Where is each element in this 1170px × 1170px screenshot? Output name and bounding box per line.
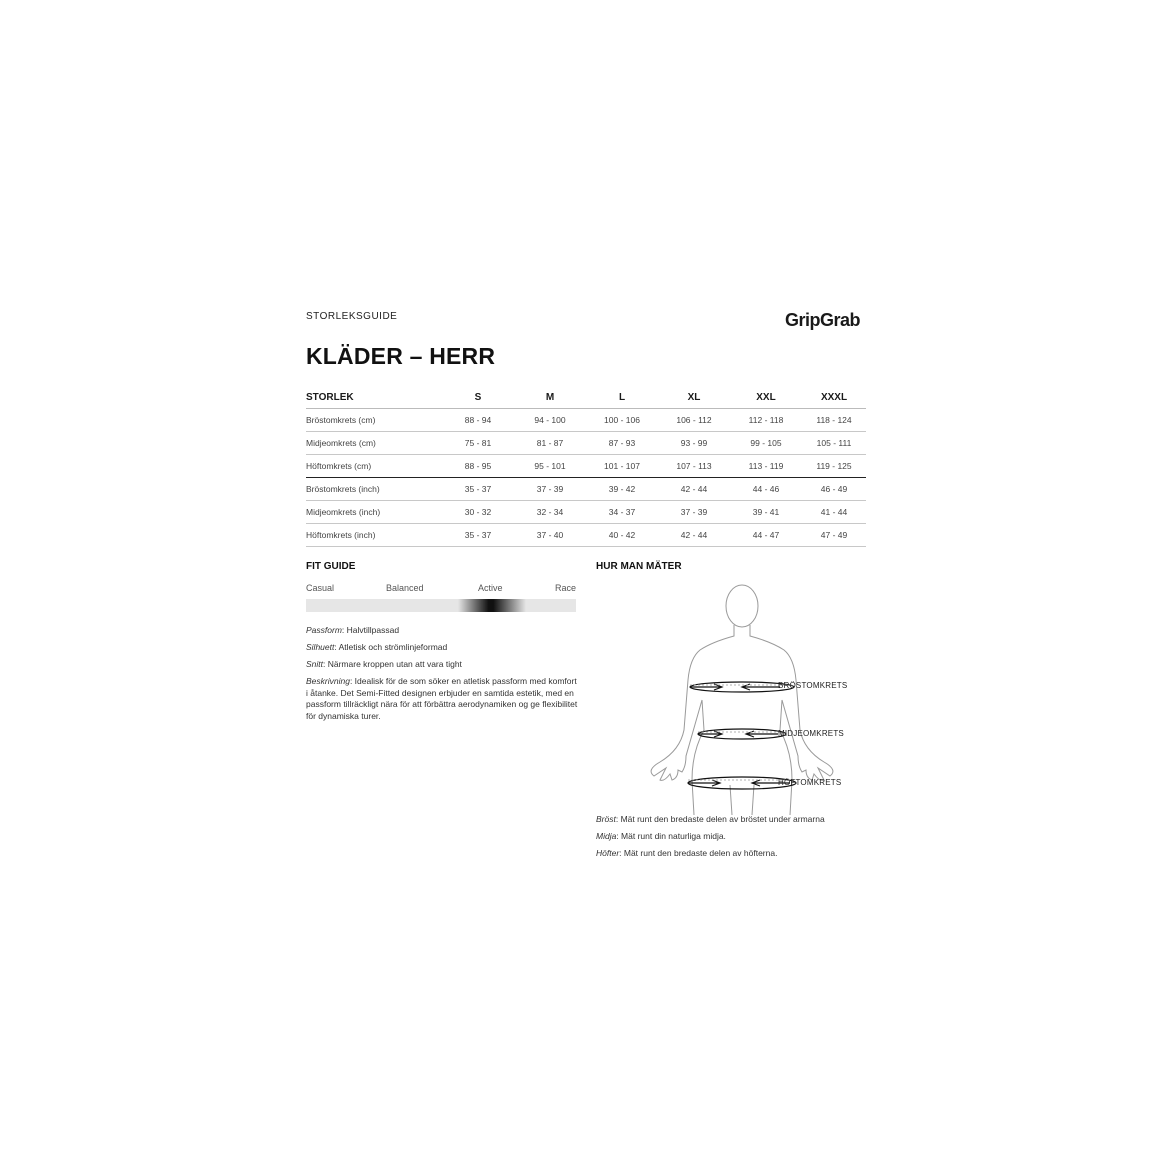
table-cell: 81 - 87 [514, 432, 586, 455]
table-cell: 106 - 112 [658, 409, 730, 432]
measure-note-waist [596, 831, 876, 841]
note-label: Höfter [596, 848, 620, 858]
measure-heading: HUR MAN MÄTER [596, 561, 682, 572]
table-cell: 88 - 94 [442, 409, 514, 432]
table-cell: 39 - 42 [586, 478, 658, 501]
table-cell: 118 - 124 [802, 409, 866, 432]
table-cell: 42 - 44 [658, 478, 730, 501]
note-label: Midja [596, 831, 617, 841]
table-cell: 47 - 49 [802, 524, 866, 547]
size-table-header [306, 386, 866, 409]
table-cell: 46 - 49 [802, 478, 866, 501]
brand-logo: GripGrab [785, 310, 861, 330]
fit-scale-race: Race [554, 583, 576, 593]
table-cell: 75 - 81 [442, 432, 514, 455]
hip-measure-label: HÖFTOMKRETS [778, 778, 842, 787]
row-label: Midjeomkrets (inch) [306, 501, 442, 524]
column-header: XXL [730, 386, 802, 409]
detail-label: Silhuett [306, 642, 335, 652]
guide-eyebrow: STORLEKSGUIDE [306, 311, 398, 322]
fit-scale-active: Active [478, 583, 503, 593]
detail-text: : Halvtillpassad [341, 625, 400, 635]
table-cell: 35 - 37 [442, 478, 514, 501]
table-cell: 101 - 107 [586, 455, 658, 478]
table-cell: 35 - 37 [442, 524, 514, 547]
table-cell: 39 - 41 [730, 501, 802, 524]
row-label: Höftomkrets (cm) [306, 455, 442, 478]
note-label: Bröst [596, 814, 616, 824]
table-row [306, 524, 866, 547]
measure-note-chest [596, 814, 876, 824]
table-cell: 41 - 44 [802, 501, 866, 524]
table-cell: 112 - 118 [730, 409, 802, 432]
table-row [306, 432, 866, 455]
table-cell: 94 - 100 [514, 409, 586, 432]
fit-detail-snitt [306, 659, 578, 671]
fit-detail-passform [306, 625, 578, 637]
detail-label: Snitt [306, 659, 324, 669]
column-header: S [442, 386, 514, 409]
table-cell: 44 - 47 [730, 524, 802, 547]
size-table [306, 386, 866, 547]
note-text: : Mät runt din naturliga midja. [616, 831, 726, 841]
table-cell: 44 - 46 [730, 478, 802, 501]
table-cell: 113 - 119 [730, 455, 802, 478]
table-cell: 42 - 44 [658, 524, 730, 547]
fit-scale-casual: Casual [306, 583, 335, 593]
column-header: STORLEK [306, 386, 442, 409]
note-text: : Mät runt den bredaste delen av höfterna. [619, 848, 778, 858]
detail-text: : Närmare kroppen utan att vara tight [323, 659, 462, 669]
table-row [306, 478, 866, 501]
column-header: M [514, 386, 586, 409]
table-cell: 88 - 95 [442, 455, 514, 478]
table-cell: 93 - 99 [658, 432, 730, 455]
table-cell: 105 - 111 [802, 432, 866, 455]
row-label: Bröstomkrets (cm) [306, 409, 442, 432]
table-row [306, 501, 866, 524]
detail-label: Beskrivning [306, 676, 350, 686]
column-header: XL [658, 386, 730, 409]
row-label: Bröstomkrets (inch) [306, 478, 442, 501]
detail-text: : Idealisk för de som söker en atletisk passform med komfort i åtanke. Det Semi-Fitted designen erbjuder en samtida estetik, med en passform tillräckligt nära för att förbättra aerodynamiken og ge flexibilitet för dynamiska turer. [306, 676, 578, 721]
table-cell: 40 - 42 [586, 524, 658, 547]
table-row [306, 409, 866, 432]
table-cell: 37 - 40 [514, 524, 586, 547]
table-cell: 30 - 32 [442, 501, 514, 524]
fit-scale-bar [306, 599, 576, 612]
note-text: : Mät runt den bredaste delen av bröstet under armarna [615, 814, 825, 824]
fit-guide-heading: FIT GUIDE [306, 561, 356, 572]
table-cell: 87 - 93 [586, 432, 658, 455]
page-title: KLÄDER – HERR [306, 343, 496, 369]
fit-detail-beskrivning [306, 676, 578, 722]
table-cell: 37 - 39 [658, 501, 730, 524]
table-cell: 95 - 101 [514, 455, 586, 478]
table-cell: 37 - 39 [514, 478, 586, 501]
table-cell: 107 - 113 [658, 455, 730, 478]
table-cell: 34 - 37 [586, 501, 658, 524]
detail-label: Passform [306, 625, 342, 635]
fit-detail-silhuett [306, 642, 578, 654]
table-cell: 32 - 34 [514, 501, 586, 524]
table-cell: 100 - 106 [586, 409, 658, 432]
fit-scale-marker [458, 599, 526, 612]
detail-text: : Atletisk och strömlinjeformad [334, 642, 448, 652]
waist-measure-label: MIDJEOMKRETS [778, 729, 844, 738]
table-cell: 119 - 125 [802, 455, 866, 478]
chest-measure-label: BRÖSTOMKRETS [778, 681, 848, 690]
table-cell: 99 - 105 [730, 432, 802, 455]
fit-scale-balanced: Balanced [386, 583, 424, 593]
row-label: Höftomkrets (inch) [306, 524, 442, 547]
column-header: XXXL [802, 386, 866, 409]
column-header: L [586, 386, 658, 409]
table-row [306, 455, 866, 478]
fit-scale-labels [306, 583, 576, 595]
row-label: Midjeomkrets (cm) [306, 432, 442, 455]
measure-note-hips [596, 848, 876, 858]
